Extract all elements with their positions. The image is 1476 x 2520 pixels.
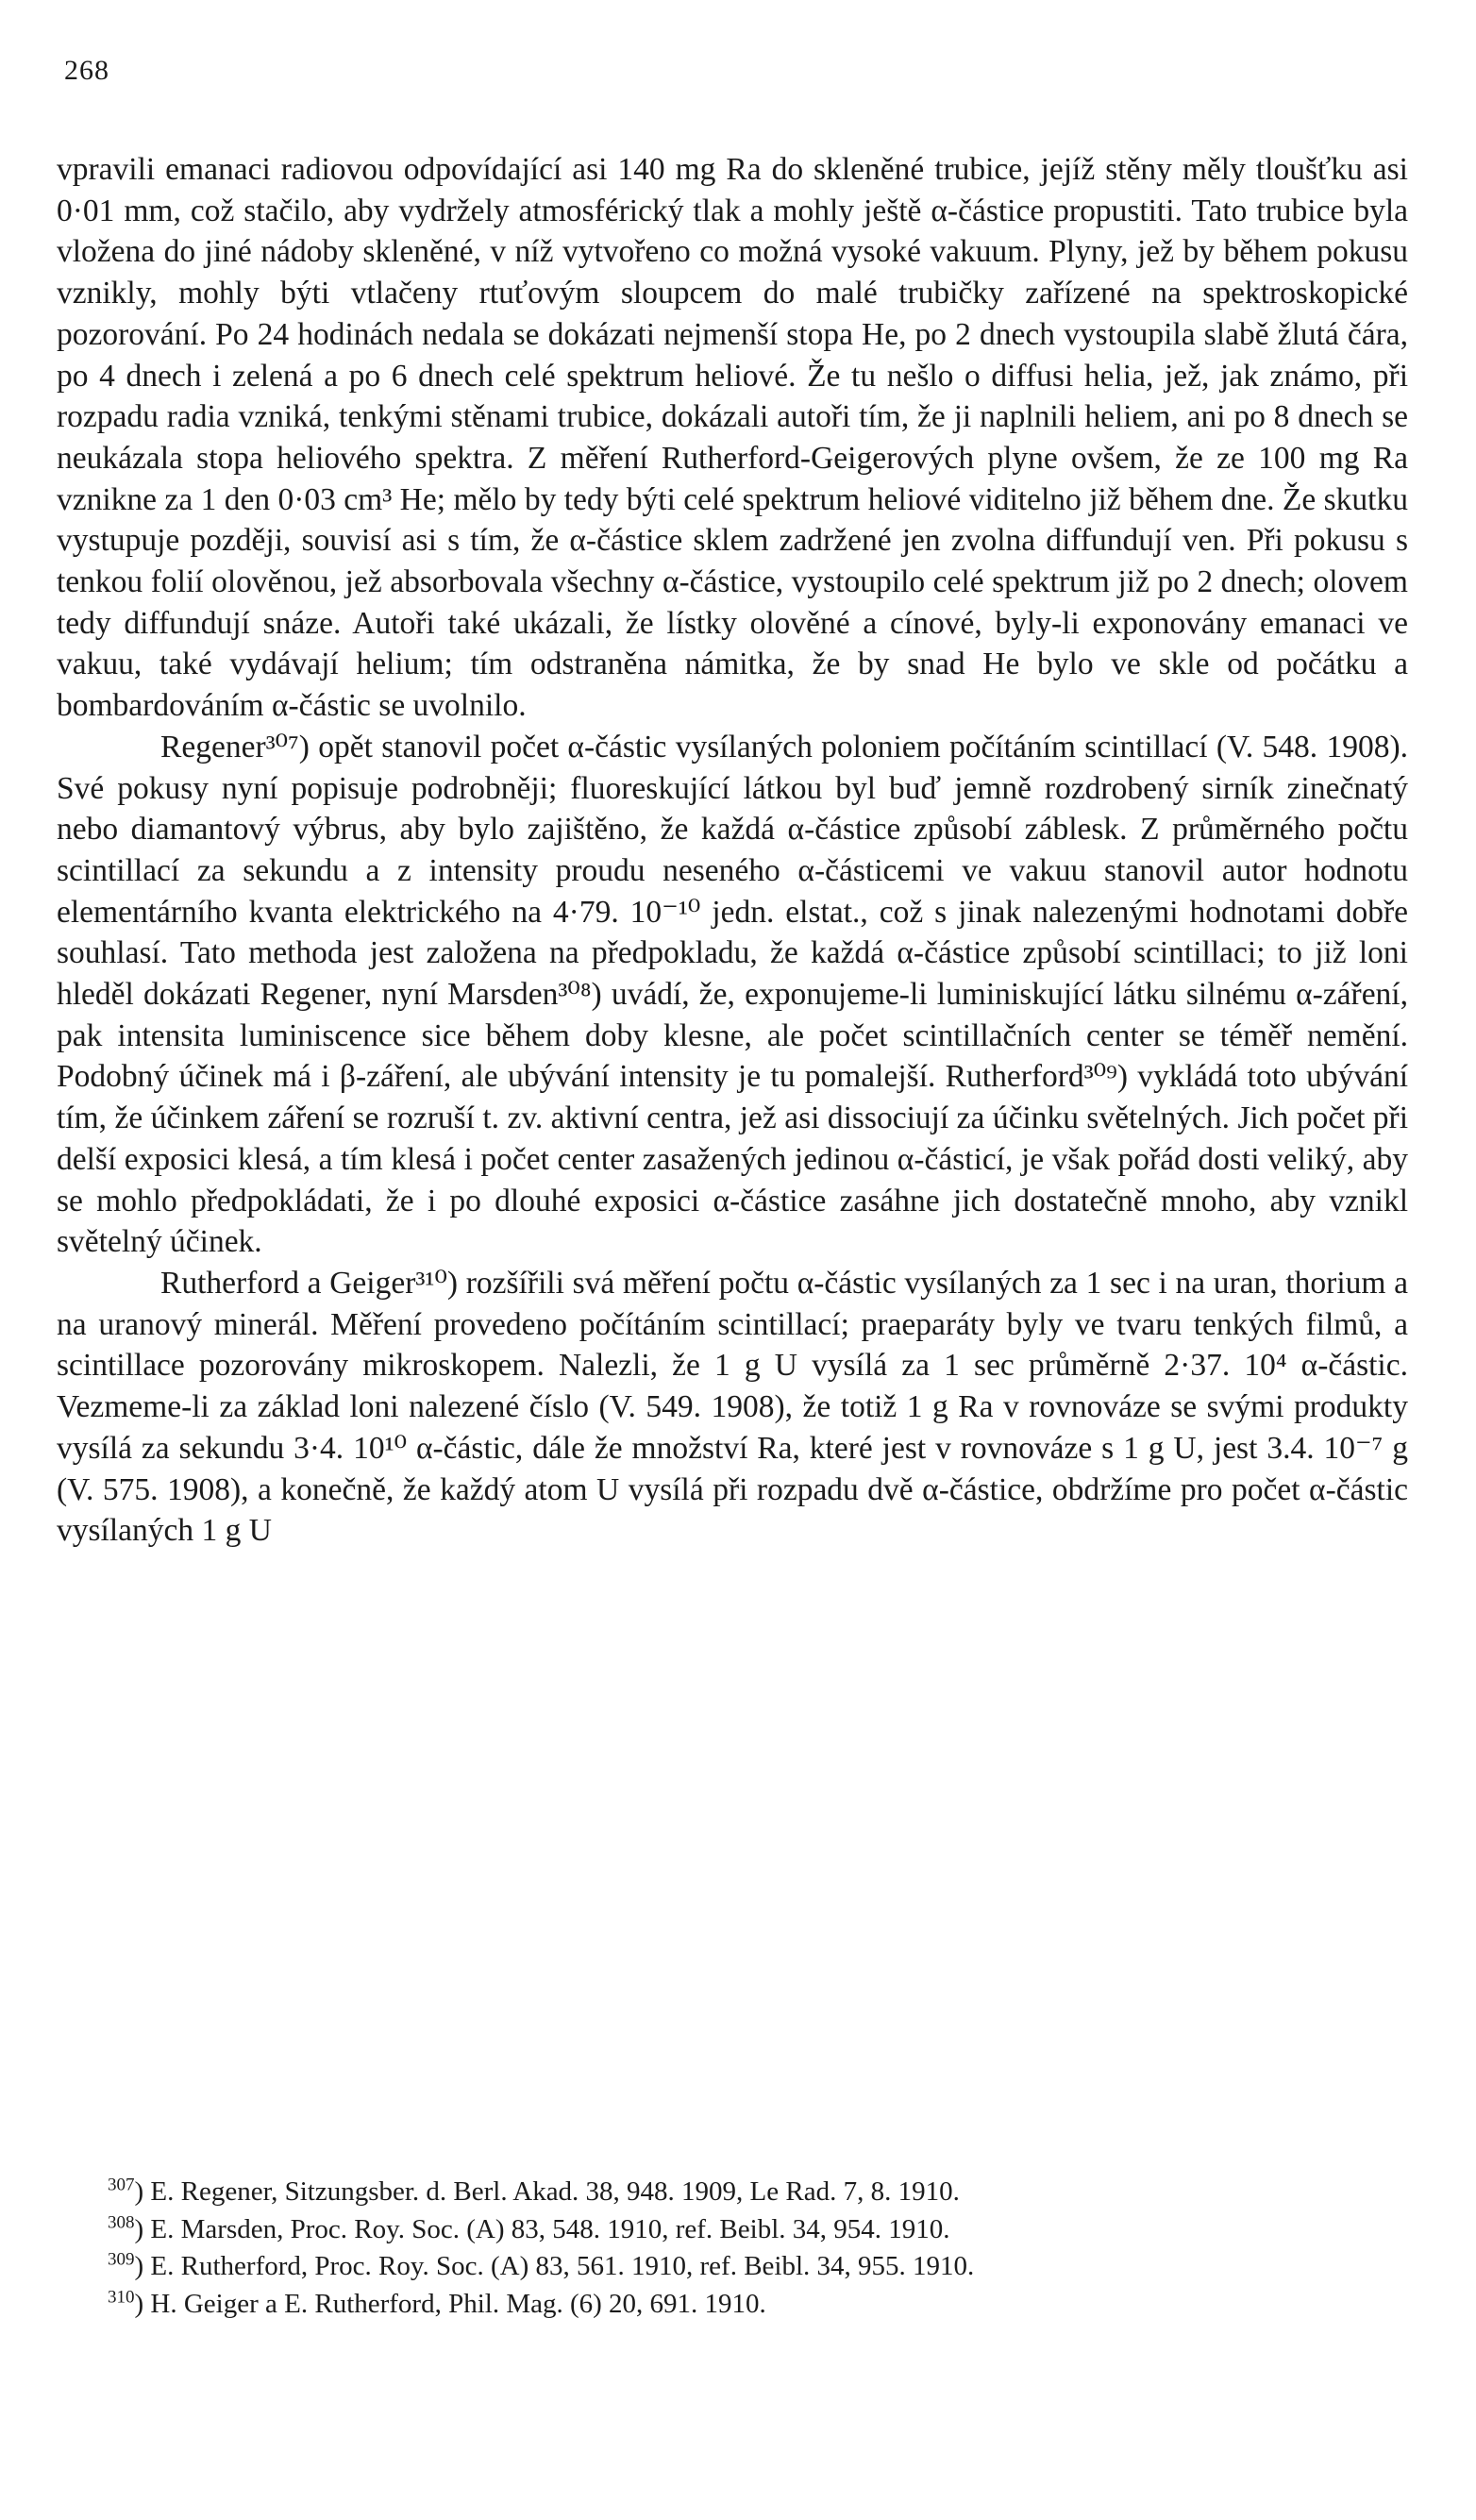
footnote-307: $^{307}$) E. Regener, Sitzungsber. d. Berl. Akad. 38, 948. 1909, Le Rad. 7, 8. 1910. bbox=[108, 2175, 960, 2207]
footnote-310: $^{310}$) H. Geiger a E. Rutherford, Phil. Mag. (6) 20, 691. 1910. bbox=[108, 2286, 766, 2319]
footnote-mark: 310 bbox=[108, 2286, 135, 2307]
footnote-mark: 309 bbox=[108, 2249, 135, 2270]
footnote-text: E. Regener, Sitzungsber. d. Berl. Akad. 38, 948. 1909, Le Rad. 7, 8. 1910. bbox=[150, 2176, 960, 2207]
footnotes bbox=[57, 2174, 1408, 2323]
footnote-text: E. Marsden, Proc. Roy. Soc. (A) 83, 548. 1910, ref. Beibl. 34, 954. 1910. bbox=[150, 2213, 950, 2244]
page-number: 268 bbox=[64, 55, 109, 86]
paragraph-emanation-helium: vpravili emanaci radiovou odpovídající asi 140 mg Ra do skleněné trubice, jejíž stěny měly tloušťku asi 0·01 mm, což stačilo, aby vydržely atmosférický tlak a mohly ještě α-částice propustiti. Tato trubice byla vložena do jiné nádoby skleněné, v níž vytvořeno co možná vysoké vakuum. Plyny, jež by během pokusu vznikly, mohly býti vtlačeny rtuťovým sloupcem do malé trubičky zařízené na spektroskopické pozorování. Po 24 hodinách nedala se dokázati nejmenší stopa He, po 2 dnech vystoupila slabě žlutá čára, po 4 dnech i zelená a po 6 dnech celé spektrum heliové. Že tu nešlo o diffusi helia, jež, jak známo, při rozpadu radia vzniká, tenkými stěnami trubice, dokázali autoři tím, že ji naplnili heliem, ani po 8 dnech se neukázala stopa heliového spektra. Z měření Rutherford-Geigerových plyne ovšem, že ze 100 mg Ra vznikne za 1 den 0·03 cm³ He; mělo by tedy býti celé spektrum heliové viditelno již během dne. Že skutku vystupuje později, souvisí asi s tím, že α-částice sklem zadržené jen zvolna diffundují ven. Při pokusu s tenkou folií olověnou, jež absorbovala všechny α-částice, vystoupilo celé spektrum již po 2 dnech; olovem tedy diffundují snáze. Autoři také ukázali, že lístky olověné a cínové, byly-li exponovány emanaci ve vakuu, také vydávají helium; tím odstraněna námitka, že by snad He bylo ve skle od počátku a bombardováním α-částic se uvolnilo. bbox=[57, 152, 1408, 724]
paragraph-regener-scintillation: Regener³⁰⁷) opět stanovil počet α-částic vysílaných poloniem počítáním scintillací (V. 548. 1908). Své pokusy nyní popisuje podrobněji; fluoreskující látkou byl buď jemně rozdrobený sirník zinečnatý nebo diamantový výbrus, aby bylo zajištěno, že každá α-částice způsobí záblesk. Z průměrného počtu scintillací za sekundu a z intensity proudu neseného α-částicemi ve vakuu stanovil autor hodnotu elementárního kvanta elektrického na 4·79. 10⁻¹⁰ jedn. elstat., což s jinak nalezenými hodnotami dobře souhlasí. Tato methoda jest založena na předpokladu, že každá α-částice způsobí scintillaci; to již loni hleděl dokázati Regener, nyní Marsden³⁰⁸) uvádí, že, exponujeme-li luminiskující látku silnému α-záření, pak intensita luminiscence sice během doby klesne, ale počet scintillačních center se téměř nemění. Podobný účinek má i β-záření, ale ubývání intensity je tu pomalejší. Rutherford³⁰⁹) vykládá toto ubývání tím, že účinkem záření se rozruší t. zv. aktivní centra, jež asi dissociují za účinku světelných. Jich počet při delší exposici klesá, a tím klesá i počet center zasažených jedinou α-částicí, je však pořád dosti veliký, aby se mohlo předpokládati, že i po dlouhé exposici α-částice zasáhne jich dostatečně mnoho, aby vznikl světelný účinek. bbox=[57, 729, 1408, 1260]
body-text bbox=[57, 149, 1408, 1552]
footnote-mark: 308 bbox=[108, 2211, 135, 2232]
footnote-text: E. Rutherford, Proc. Roy. Soc. (A) 83, 561. 1910, ref. Beibl. 34, 955. 1910. bbox=[150, 2251, 975, 2281]
footnote-mark: 307 bbox=[108, 2175, 135, 2195]
paragraph-rutherford-geiger: Rutherford a Geiger³¹⁰) rozšířili svá měření počtu α-částic vysílaných za 1 sec i na uran, thorium a na uranový minerál. Měření provedeno počítáním scintillací; praeparáty byly ve tvaru tenkých filmů, a scintillace pozorovány mikroskopem. Nalezli, že 1 g U vysílá za 1 sec průměrně 2·37. 10⁴ α-částic. Vezmeme-li za základ loni nalezené číslo (V. 549. 1908), že totiž 1 g Ra v rovnováze se svými produkty vysílá za sekundu 3·4. 10¹⁰ α-částic, dále že množství Ra, které jest v rovnováze s 1 g U, jest 3.4. 10⁻⁷ g (V. 575. 1908), a konečně, že každý atom U vysílá při rozpadu dvě α-částice, obdržíme pro počet α-částic vysílaných 1 g U bbox=[57, 1265, 1408, 1549]
footnote-text: H. Geiger a E. Rutherford, Phil. Mag. (6) 20, 691. 1910. bbox=[150, 2288, 766, 2319]
footnote-309: $^{309}$) E. Rutherford, Proc. Roy. Soc. (A) 83, 561. 1910, ref. Beibl. 34, 955. 1910. bbox=[108, 2249, 975, 2281]
footnote-308: $^{308}$) E. Marsden, Proc. Roy. Soc. (A) 83, 548. 1910, ref. Beibl. 34, 954. 1910. bbox=[108, 2211, 950, 2244]
